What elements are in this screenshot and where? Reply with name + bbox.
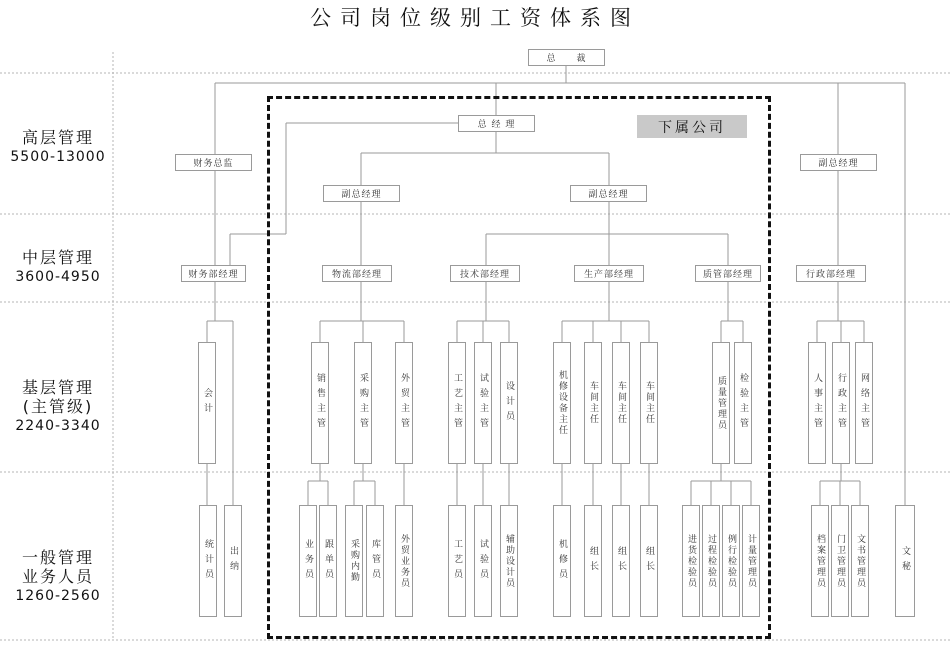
level-name-sub: 业务人员 bbox=[21, 567, 94, 586]
node-tester bbox=[474, 505, 492, 617]
node-cfo: 财务总监 bbox=[175, 154, 252, 171]
node-secretary bbox=[895, 505, 915, 617]
node-asst-designer bbox=[500, 505, 518, 617]
node-qc-mgr: 质管部经理 bbox=[695, 265, 761, 282]
node-rout-insp bbox=[722, 505, 740, 617]
node-text: 机修设备主任 bbox=[557, 370, 567, 436]
node-text: 机修员 bbox=[557, 538, 567, 584]
node-text: 车间主任 bbox=[588, 381, 598, 425]
node-ws3 bbox=[640, 342, 658, 464]
node-purch-sup bbox=[354, 342, 372, 464]
node-fin-mgr: 财务部经理 bbox=[181, 265, 246, 282]
node-text: 采购主管 bbox=[358, 373, 368, 433]
node-mech-sup bbox=[553, 342, 571, 464]
node-net-sup bbox=[855, 342, 873, 464]
level-general bbox=[6, 548, 110, 606]
node-president: 总 裁 bbox=[528, 49, 605, 66]
node-follower bbox=[319, 505, 337, 617]
node-text: 出纳 bbox=[228, 546, 238, 576]
node-text: 文书管理员 bbox=[855, 533, 865, 589]
node-text: 例行检验员 bbox=[726, 533, 736, 589]
node-text: 库管员 bbox=[370, 538, 380, 584]
node-text: 采购内勤 bbox=[349, 539, 359, 583]
node-text: 组长 bbox=[616, 546, 626, 576]
level-salary: 2240-3340 bbox=[15, 418, 101, 434]
chart-title: 公司岗位级别工资体系图 bbox=[310, 6, 640, 30]
node-text: 统计员 bbox=[203, 538, 213, 584]
level-salary: 1260-2560 bbox=[15, 588, 101, 604]
node-text: 会计 bbox=[202, 388, 212, 418]
node-prod-mgr: 生产部经理 bbox=[574, 265, 644, 282]
node-guard bbox=[831, 505, 849, 617]
subsidiary-label: 下属公司 bbox=[637, 115, 747, 138]
node-craft-sup bbox=[448, 342, 466, 464]
node-in-insp bbox=[682, 505, 700, 617]
node-sales-sup bbox=[311, 342, 329, 464]
node-ws1 bbox=[584, 342, 602, 464]
node-text: 网络主管 bbox=[859, 373, 869, 433]
node-logi-mgr: 物流部经理 bbox=[322, 265, 392, 282]
node-text: 人事主管 bbox=[812, 373, 822, 433]
node-hr-sup bbox=[808, 342, 826, 464]
node-craftsman bbox=[448, 505, 466, 617]
node-text: 进货检验员 bbox=[686, 533, 696, 589]
node-text: 跟单员 bbox=[323, 538, 333, 584]
node-text: 销售主管 bbox=[315, 373, 325, 433]
node-store-keeper bbox=[366, 505, 384, 617]
node-admin-mgr: 行政部经理 bbox=[796, 265, 866, 282]
node-doc-mgr bbox=[851, 505, 869, 617]
node-text: 辅助设计员 bbox=[504, 533, 514, 589]
level-middle bbox=[6, 248, 110, 287]
node-trade-clerk bbox=[395, 505, 413, 617]
level-name: 基层管理 bbox=[21, 378, 94, 397]
node-gm: 总 经 理 bbox=[458, 115, 535, 132]
node-text: 车间主任 bbox=[644, 381, 654, 425]
node-text: 业务员 bbox=[303, 538, 313, 584]
node-text: 文秘 bbox=[900, 546, 910, 576]
level-name: 高层管理 bbox=[21, 128, 94, 147]
node-text: 试验主管 bbox=[478, 373, 488, 433]
node-text: 质量管理员 bbox=[716, 375, 726, 431]
level-salary: 5500-13000 bbox=[10, 149, 106, 165]
level-name: 中层管理 bbox=[21, 248, 94, 267]
node-text: 车间主任 bbox=[616, 381, 626, 425]
node-text: 组长 bbox=[644, 546, 654, 576]
node-text: 档案管理员 bbox=[815, 533, 825, 589]
level-name: 一般管理 bbox=[21, 548, 94, 567]
node-text: 试验员 bbox=[478, 538, 488, 584]
node-text: 门卫管理员 bbox=[835, 533, 845, 589]
node-vp-mid: 副总经理 bbox=[570, 185, 647, 202]
node-text: 外贸主管 bbox=[399, 373, 409, 433]
node-designer bbox=[500, 342, 518, 464]
level-base bbox=[6, 378, 110, 436]
node-test-sup bbox=[474, 342, 492, 464]
node-insp-sup bbox=[734, 342, 752, 464]
node-purch-clerk bbox=[345, 505, 363, 617]
node-leader3 bbox=[640, 505, 658, 617]
node-accountant bbox=[198, 342, 216, 464]
node-stat bbox=[199, 505, 217, 617]
node-trade-sup bbox=[395, 342, 413, 464]
node-leader2 bbox=[612, 505, 630, 617]
level-name-sub: (主管级) bbox=[22, 397, 94, 416]
node-text: 组长 bbox=[588, 546, 598, 576]
node-mechanic bbox=[553, 505, 571, 617]
node-adm-sup bbox=[832, 342, 850, 464]
node-qc-eng bbox=[712, 342, 730, 464]
node-text: 检验主管 bbox=[738, 373, 748, 433]
node-text: 过程检验员 bbox=[706, 533, 716, 589]
node-text: 工艺主管 bbox=[452, 373, 462, 433]
node-text: 设计员 bbox=[504, 380, 514, 426]
node-text: 外贸业务员 bbox=[399, 533, 409, 589]
level-salary: 3600-4950 bbox=[15, 269, 101, 285]
node-vp-right: 副总经理 bbox=[800, 154, 877, 171]
node-meas-mgr bbox=[742, 505, 760, 617]
level-senior bbox=[6, 128, 110, 167]
node-text: 工艺员 bbox=[452, 538, 462, 584]
node-vp-left: 副总经理 bbox=[323, 185, 400, 202]
node-tech-mgr: 技术部经理 bbox=[450, 265, 520, 282]
node-ws2 bbox=[612, 342, 630, 464]
node-text: 行政主管 bbox=[836, 373, 846, 433]
node-archivist bbox=[811, 505, 829, 617]
node-cashier bbox=[224, 505, 242, 617]
node-text: 计量管理员 bbox=[746, 533, 756, 589]
node-salesman bbox=[299, 505, 317, 617]
node-leader1 bbox=[584, 505, 602, 617]
node-proc-insp bbox=[702, 505, 720, 617]
